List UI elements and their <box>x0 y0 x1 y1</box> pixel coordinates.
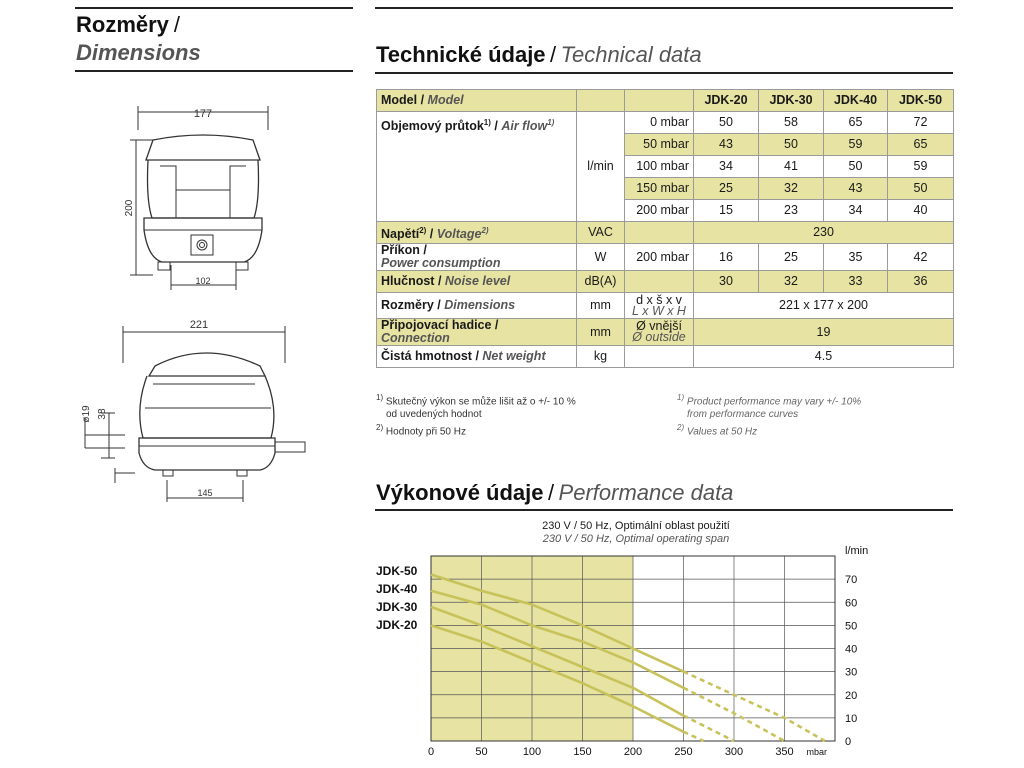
model-label-en: Model <box>427 93 464 107</box>
airflow-pressure: 50 mbar <box>625 134 694 156</box>
performance-heading <box>376 480 733 506</box>
x-tick-label: 300 <box>724 746 744 758</box>
front-height-label: 200 <box>124 199 135 217</box>
table-row-voltage <box>377 222 954 244</box>
dims-cond-en: L x W x H <box>632 303 686 318</box>
footnote-sup: 1) <box>376 393 384 402</box>
x-tick-label: 200 <box>623 746 643 758</box>
side-width-label: 221 <box>189 319 209 331</box>
performance-chart <box>370 540 890 760</box>
chart-subtitle-cz: 230 V / 50 Hz, Optimální oblast použití <box>542 520 730 532</box>
series-label-jdk-30: JDK-30 <box>376 600 418 614</box>
top-rule-right <box>375 7 953 9</box>
dims-unit: mm <box>577 293 625 319</box>
dimensions-rule <box>75 70 353 72</box>
performance-title-cz: Výkonové údaje <box>376 480 544 505</box>
model-col-4: JDK-50 <box>888 90 954 112</box>
technical-title-en: Technical data <box>560 42 702 67</box>
footnote-line <box>677 408 861 421</box>
airflow-value: 23 <box>759 200 824 222</box>
side-dia-label: ø19 <box>81 405 92 423</box>
noise-value: 33 <box>824 271 888 293</box>
airflow-value: 72 <box>888 112 954 134</box>
airflow-value: 50 <box>694 112 759 134</box>
noise-label: Hlučnost / Noise level <box>377 271 577 293</box>
technical-title-cz: Technické údaje <box>376 42 546 67</box>
hose-value: 19 <box>694 319 954 346</box>
dims-value: 221 x 177 x 200 <box>694 293 954 319</box>
airflow-value: 65 <box>824 112 888 134</box>
power-cond: 200 mbar <box>625 244 694 271</box>
airflow-value: 34 <box>824 200 888 222</box>
airflow-value: 58 <box>759 112 824 134</box>
x-tick-label: 350 <box>775 746 794 758</box>
performance-title-en: Performance data <box>558 480 734 505</box>
y-tick-label: 10 <box>845 712 858 725</box>
airflow-value: 43 <box>694 134 759 156</box>
footnote-text: from performance curves <box>687 409 799 421</box>
empty-cell <box>625 346 694 368</box>
dimensions-heading <box>76 12 201 66</box>
table-row-weight <box>377 346 954 368</box>
footnote-line <box>376 421 576 438</box>
heading-separator: / <box>173 12 181 37</box>
dimensions-title-cz: Rozměry <box>76 12 169 37</box>
series-label-jdk-20: JDK-20 <box>376 618 418 632</box>
airflow-value: 50 <box>759 134 824 156</box>
footnote-line <box>376 408 576 421</box>
weight-value: 4.5 <box>694 346 954 368</box>
front-width-label: 177 <box>193 108 213 120</box>
performance-rule <box>375 509 953 511</box>
airflow-value: 50 <box>824 156 888 178</box>
hose-label <box>377 319 577 346</box>
voltage-value: 230 <box>694 222 954 244</box>
dims-cond <box>625 293 694 319</box>
y-tick-label: 70 <box>845 574 858 587</box>
footnote-text: Product performance may vary +/- 10% <box>686 396 862 408</box>
voltage-label-cz: Napětí <box>381 227 420 242</box>
airflow-value: 32 <box>759 178 824 200</box>
hose-label-cz: Připojovací hadice / <box>381 318 499 332</box>
table-row-power <box>377 244 954 271</box>
power-value: 35 <box>824 244 888 271</box>
footnote-line <box>677 391 861 408</box>
airflow-value: 40 <box>888 200 954 222</box>
airflow-value: 25 <box>694 178 759 200</box>
footnote-line <box>677 421 861 438</box>
weight-label: Čistá hmotnost / Net weight <box>377 346 577 368</box>
footnote-text: Skutečný výkon se může lišit až o +/- 10 % <box>385 396 576 408</box>
power-unit: W <box>577 244 625 271</box>
heading-separator: / <box>550 42 557 67</box>
airflow-value: 50 <box>888 178 954 200</box>
y-tick-label: 30 <box>845 666 858 679</box>
airflow-value: 59 <box>888 156 954 178</box>
footnote-line <box>376 391 576 408</box>
voltage-label-en: Voltage <box>436 227 482 242</box>
noise-value: 36 <box>888 271 954 293</box>
airflow-pressure: 150 mbar <box>625 178 694 200</box>
power-label <box>377 244 577 271</box>
x-tick-label: 100 <box>522 746 542 758</box>
dimensions-title-en: Dimensions <box>76 40 201 65</box>
series-extension-jdk-20 <box>684 732 704 741</box>
power-value: 42 <box>888 244 954 271</box>
airflow-value: 41 <box>759 156 824 178</box>
voltage-sup-en: 2) <box>481 225 489 235</box>
hose-cond-cz: Ø vnější <box>636 319 682 333</box>
voltage-unit: VAC <box>577 222 625 244</box>
footnote-text: od uvedených hodnot <box>386 409 482 421</box>
heading-separator: / <box>547 480 555 505</box>
noise-label-en: Noise level <box>444 274 511 288</box>
y-tick-label: 50 <box>845 620 858 633</box>
airflow-label: Objemový průtok$^{1)}$ / Air flow$^{1)}$ <box>377 112 577 222</box>
power-value: 25 <box>759 244 824 271</box>
series-extension-jdk-30 <box>684 716 735 741</box>
technical-heading <box>376 42 702 68</box>
empty-cell <box>625 90 694 112</box>
weight-label-cz: Čistá hmotnost <box>381 349 472 363</box>
series-label-jdk-50: JDK-50 <box>376 564 418 578</box>
y-tick-label: 40 <box>845 643 858 656</box>
dims-label-cz: Rozměry <box>381 298 434 312</box>
dims-label-en: Dimensions <box>444 298 516 312</box>
y-tick-label: 0 <box>845 736 852 748</box>
footnote-sup: 2) <box>677 423 685 433</box>
hose-cond <box>625 319 694 346</box>
model-label-cz: Model <box>381 93 418 107</box>
table-row-airflow-0 <box>377 112 954 134</box>
technical-table <box>376 89 954 368</box>
airflow-pressure: 0 mbar <box>625 112 694 134</box>
noise-unit: dB(A) <box>577 271 625 293</box>
airflow-pressure: 100 mbar <box>625 156 694 178</box>
weight-unit: kg <box>577 346 625 368</box>
hose-label-en: Connection <box>381 331 450 345</box>
hose-cond-en: Ø outside <box>632 330 686 344</box>
footnote-text: Hodnoty při 50 Hz <box>385 426 466 438</box>
footnote-sup: 1) <box>677 393 685 402</box>
empty-cell <box>625 271 694 293</box>
x-axis-label: mbar <box>806 747 827 757</box>
x-tick-label: 50 <box>475 746 488 758</box>
airflow-unit: l/min <box>577 112 625 222</box>
power-label-en: Power consumption <box>381 256 501 270</box>
footnotes-cz <box>376 391 576 439</box>
x-tick-label: 150 <box>573 746 592 758</box>
voltage-label: Napětí$^{2)}$ / Voltage$^{2)}$ <box>377 222 577 244</box>
table-row-hose <box>377 319 954 346</box>
model-col-3: JDK-40 <box>824 90 888 112</box>
model-col-1: JDK-20 <box>694 90 759 112</box>
model-col-2: JDK-30 <box>759 90 824 112</box>
airflow-value: 65 <box>888 134 954 156</box>
airflow-value: 43 <box>824 178 888 200</box>
noise-value: 32 <box>759 271 824 293</box>
front-base-label: 102 <box>195 276 211 286</box>
series-extension-jdk-50 <box>684 672 825 741</box>
y-tick-label: 20 <box>845 689 858 702</box>
footnote-sup: 2) <box>376 423 384 433</box>
airflow-value: 15 <box>694 200 759 222</box>
power-label-cz: Příkon / <box>381 243 427 257</box>
footnote-text: Values at 50 Hz <box>686 426 758 438</box>
x-tick-label: 0 <box>427 746 435 758</box>
x-tick-label: 250 <box>674 746 693 758</box>
footnotes-en <box>677 391 861 439</box>
series-label-jdk-40: JDK-40 <box>376 582 418 596</box>
side-view-drawing <box>75 318 315 503</box>
empty-cell <box>577 90 625 112</box>
airflow-label-en: Air flow <box>501 119 548 134</box>
chart-subtitle-en: 230 V / 50 Hz, Optimal operating span <box>542 533 730 545</box>
dims-cond-cz: d x š x v <box>636 292 682 307</box>
front-view-drawing <box>118 100 288 295</box>
power-value: 16 <box>694 244 759 271</box>
airflow-sup: 1) <box>483 118 491 127</box>
y-tick-label: 60 <box>845 597 858 610</box>
noise-value: 30 <box>694 271 759 293</box>
model-label: Model / Model <box>377 90 577 112</box>
airflow-pressure: 200 mbar <box>625 200 694 222</box>
voltage-sup: 2) <box>419 225 427 235</box>
top-rule-left <box>75 7 353 9</box>
airflow-value: 34 <box>694 156 759 178</box>
side-base-label: 145 <box>197 488 213 498</box>
table-row-model <box>377 90 954 112</box>
weight-label-en: Net weight <box>482 349 546 363</box>
table-row-dimensions <box>377 293 954 319</box>
side-h-label: 38 <box>97 408 108 420</box>
noise-label-cz: Hlučnost <box>381 274 435 288</box>
airflow-label-cz: Objemový průtok <box>381 119 484 134</box>
y-axis-label: l/min <box>845 545 869 557</box>
table-row-noise <box>377 271 954 293</box>
technical-rule <box>375 72 953 74</box>
airflow-value: 59 <box>824 134 888 156</box>
dims-label: Rozměry / Dimensions <box>377 293 577 319</box>
empty-cell <box>625 222 694 244</box>
hose-unit: mm <box>577 319 625 346</box>
airflow-sup-en: 1) <box>547 118 555 127</box>
